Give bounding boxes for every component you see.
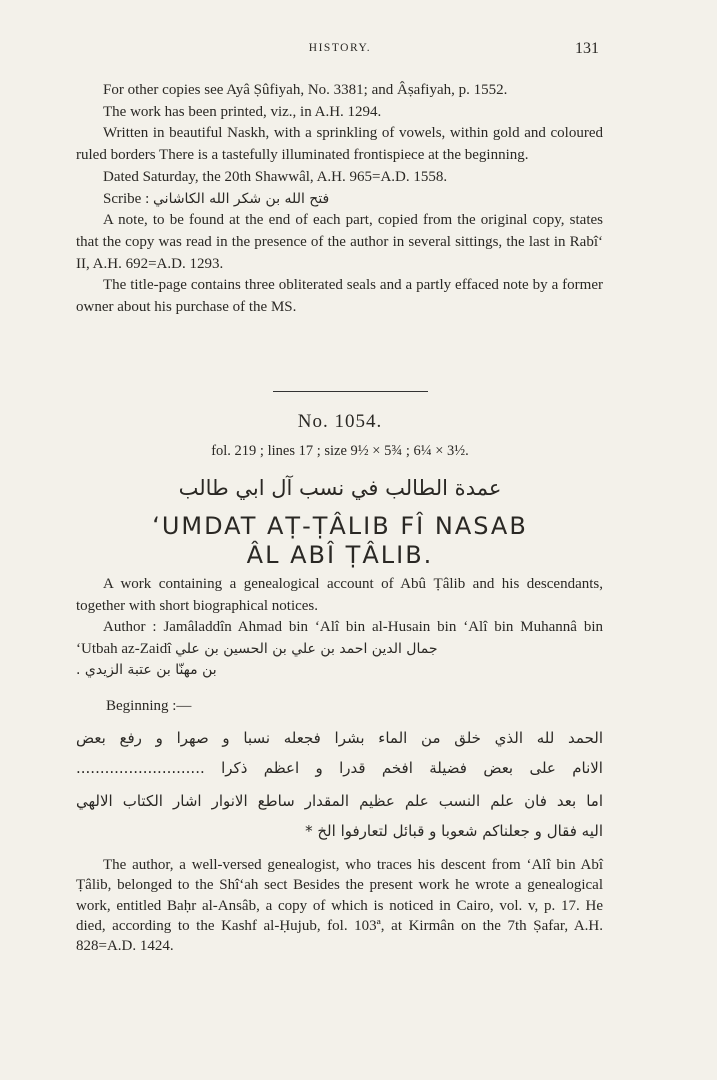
- closing-section: [76, 855, 603, 956]
- scribe-label: Scribe :: [103, 190, 150, 207]
- paragraph-author-bio: The author, a well-versed genealogist, who traces his descent from ‘Alî bin Abî Ṭâlib, belonged to the Shî‘ah sect Besides the present work he wrote a genealogical work, entitled Baḥr al-Ansâb, a copy of which is noticed in Cairo, vol. v, p. 17. He died, according to the Kashf al-Ḥujub, fol. 103ª, at Kirmân on the 7th Ṣafar, A.H. 828=A.D. 1424.: [76, 857, 603, 955]
- entry-number: No. 1054.: [297, 411, 383, 432]
- running-head-title: HISTORY.: [308, 42, 372, 54]
- author-label: Author :: [103, 619, 157, 635]
- paragraph-other-copies: For other copies see Ayâ Ṣûfiyah, No. 3381; and Âṣafiyah, p. 1552.: [103, 82, 508, 98]
- paragraph-author-arabic-cont: [76, 660, 603, 682]
- running-head: [0, 40, 717, 58]
- beginning-arabic-line-2: [76, 759, 603, 777]
- arabic-title: عمدة الطالب في نسب آل ابي طالب: [178, 476, 502, 500]
- paragraph-work-description: A work containing a genealogical account of Abû Ṭâlib and his descendants, together with short biographical notices.: [76, 576, 603, 614]
- paragraph-note: A note, to be found at the end of each part, copied from the original copy, states that the copy was read in the presence of the author in several sittings, the last in Rabî‘ II, A.H. 692=A.D. 1293.: [76, 212, 603, 272]
- page-number: 131: [575, 40, 599, 57]
- folio-details: fol. 219 ; lines 17 ; size 9½ × 5¾ ; 6¼ × 3½.: [211, 443, 469, 459]
- beginning-arabic-line-1: الحمد لله الذي خلق من الماء بشرا فجعله نسبا و صهرا و رفع بعض: [76, 729, 603, 747]
- paragraph-author: [76, 617, 603, 660]
- section-divider: [273, 391, 428, 392]
- top-section: [76, 80, 603, 319]
- author-arabic-1: جمال الدين احمد بن علي بن الحسين بن علي: [175, 640, 438, 657]
- beginning-arabic-line-4: اليه فقال و جعلناكم شعوبا و قبائل لتعارفوا الخ *: [305, 822, 603, 840]
- ellipsis-dots: ...........................: [76, 759, 205, 777]
- author-arabic-2: بن مهنّا بن عتبة الزيدي .: [76, 662, 217, 678]
- beginning-label: Beginning :—: [106, 698, 192, 714]
- latin-title-line-1: ‘UMDAT AṬ-ṬÂLIB FÎ NASAB: [152, 512, 528, 540]
- paragraph-printed: The work has been printed, viz., in A.H. 1294.: [103, 103, 382, 120]
- paragraph-dated: Dated Saturday, the 20th Shawwâl, A.H. 965=A.D. 1558.: [103, 168, 448, 185]
- description-section: [76, 574, 603, 682]
- author-text: Jamâladdîn Ahmad bin ‘Alî bin al-Husain bin ‘Alî bin Muhannâ bin ‘Utbah az-Zaidî: [76, 619, 604, 657]
- paragraph-scribe: [76, 189, 603, 211]
- beginning-arabic-line-2-text: الانام على بعض فضيلة افخم قدرا و اعظم ذكرا: [221, 759, 603, 777]
- scribe-arabic: فتح الله بن شكر الله الكاشاني: [153, 190, 330, 207]
- latin-title-line-2: ÂL ABÎ ṬÂLIB.: [246, 541, 434, 569]
- beginning-arabic-line-3: اما بعد فان علم النسب علم عظيم المقدار ساطع الانوار اشار الكتاب الالهي: [76, 792, 603, 810]
- paragraph-written: Written in beautiful Naskh, with a sprinkling of vowels, within gold and coloured ruled borders There is a tastefully illuminated frontispiece at the beginning.: [76, 125, 603, 164]
- paragraph-title-page: The title-page contains three obliterated seals and a partly effaced note by a former owner about his purchase of the MS.: [76, 277, 603, 316]
